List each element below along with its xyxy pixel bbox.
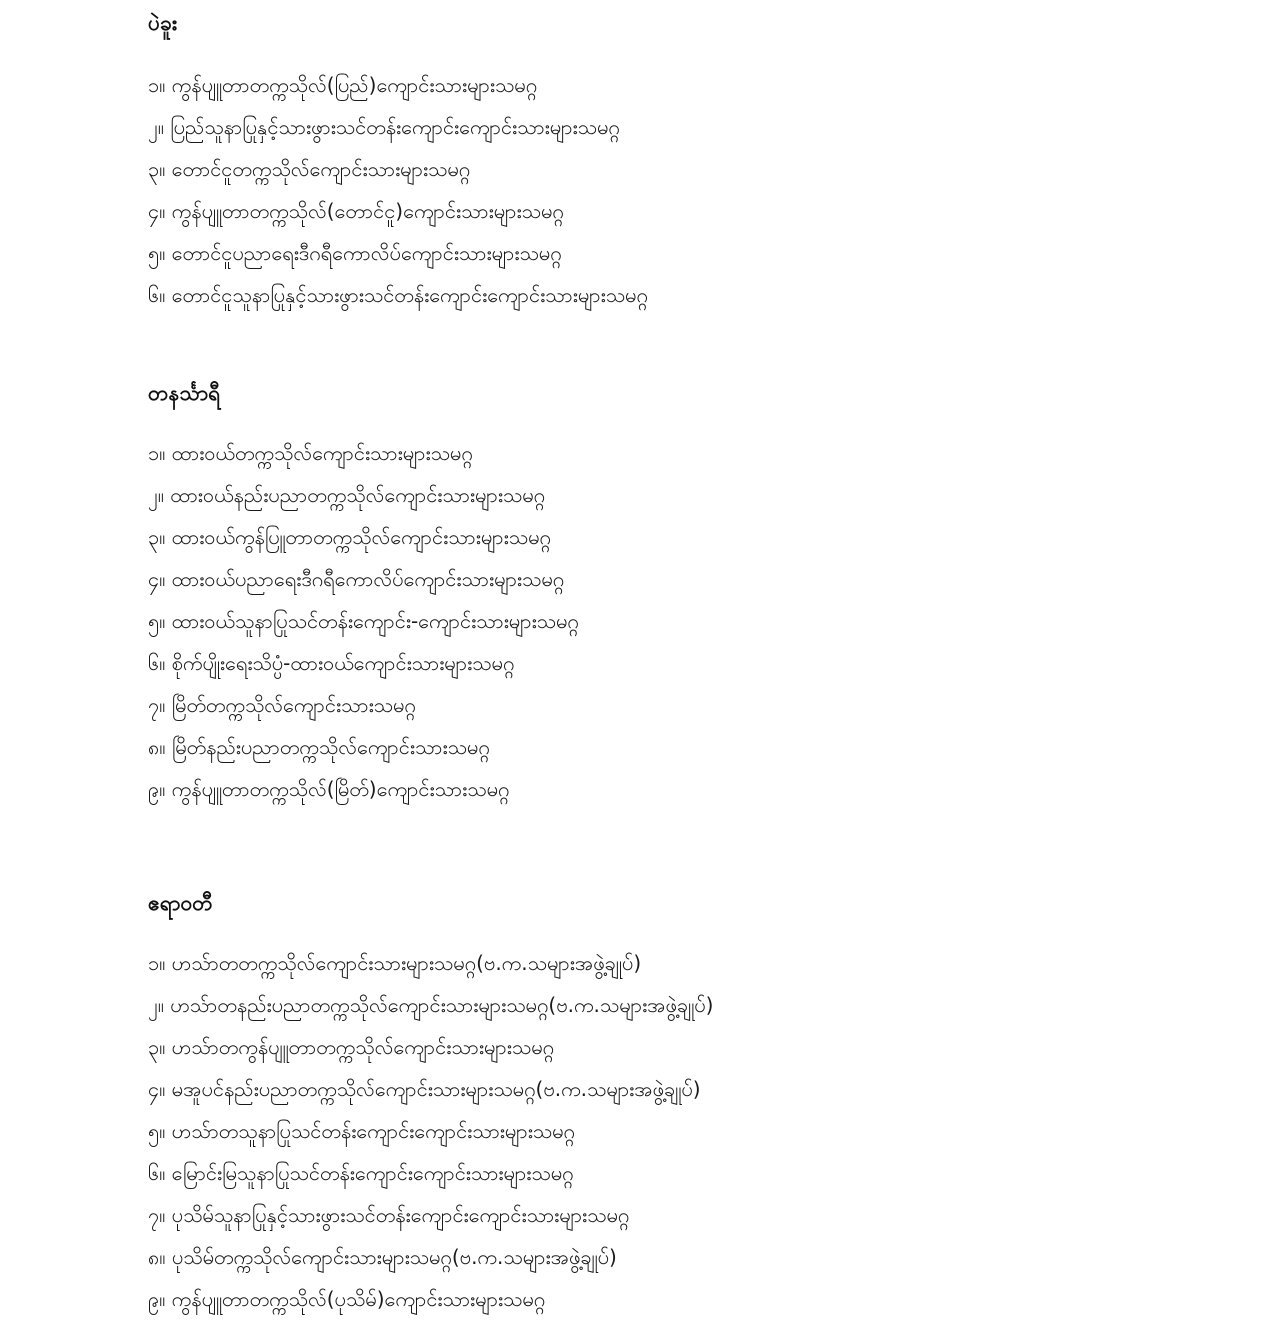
list-item: ၃။ ဟသ်ာတကွန်ပျူတာတက္ကသိုလ်ကျောင်းသားများသမဂ္ဂ: [148, 1035, 555, 1059]
list-item: ၆။ စိုက်ပျိုးရေးသိပ္ပံ-ထားဝယ်ကျောင်းသားများသမဂ္ဂ: [148, 651, 515, 675]
section-title: တနင်္သာရီ: [148, 381, 221, 405]
list-item: ၄။ မအူပင်နည်းပညာတက္ကသိုလ်ကျောင်းသားများသမဂ္ဂ(ဗ.က.သများအဖွဲ့ချုပ်): [148, 1077, 701, 1101]
list-item: ၅။ ဟသ်ာတသူနာပြုသင်တန်းကျောင်းကျောင်းသားများသမဂ္ဂ: [148, 1119, 575, 1143]
list-item: ၇။ မြိတ်တက္ကသိုလ်ကျောင်းသားသမဂ္ဂ: [148, 693, 416, 717]
list-item: ၅။ တောင်ငူပညာရေးဒီဂရီကောလိပ်ကျောင်းသားများသမဂ္ဂ: [148, 241, 562, 265]
section-ayeyarwady: [148, 888, 713, 1320]
list-item: ၇။ ပုသိမ်သူနာပြုနှင့်သားဖွားသင်တန်းကျောင်းကျောင်းသားများသမဂ္ဂ: [148, 1203, 630, 1227]
list-item: ၃။ ထားဝယ်ကွန်ပြူတာတက္ကသိုလ်ကျောင်းသားများသမဂ္ဂ: [148, 525, 551, 549]
list-item: ၁။ ဟသ်ာတတက္ကသိုလ်ကျောင်းသားများသမဂ္ဂ(ဗ.က.သများအဖွဲ့ချုပ်): [148, 951, 642, 975]
list-item: ၉။ ကွန်ပျူတာတက္ကသိုလ်(ပုသိမ်)ကျောင်းသားများသမဂ္ဂ: [148, 1287, 546, 1311]
list-item: ၁။ ထားဝယ်တက္ကသိုလ်ကျောင်းသားများသမဂ္ဂ: [148, 441, 473, 465]
union-list: [148, 64, 648, 316]
union-list: [148, 942, 713, 1320]
list-item: ၈။ ပုသိမ်တက္ကသိုလ်ကျောင်းသားများသမဂ္ဂ(ဗ.က.သများအဖွဲ့ချုပ်): [148, 1245, 617, 1269]
union-list: [148, 432, 579, 810]
list-item: ၁။ ကွန်ပျူတာတက္ကသိုလ်(ပြည်)ကျောင်းသားများသမဂ္ဂ: [148, 73, 538, 97]
section-bago: [148, 8, 648, 316]
list-item: ၂။ ထားဝယ်နည်းပညာတက္ကသိုလ်ကျောင်းသားများသမဂ္ဂ: [148, 483, 546, 507]
list-item: ၄။ ထားဝယ်ပညာရေးဒီဂရီကောလိပ်ကျောင်းသားများသမဂ္ဂ: [148, 567, 565, 591]
list-item: ၃။ တောင်ငူတက္ကသိုလ်ကျောင်းသားများသမဂ္ဂ: [148, 157, 471, 181]
list-item: ၆။ မြောင်းမြသူနာပြုသင်တန်းကျောင်းကျောင်းသားများသမဂ္ဂ: [148, 1161, 574, 1185]
list-item: ၂။ ဟသ်ာတနည်းပညာတက္ကသိုလ်ကျောင်းသားများသမဂ္ဂ(ဗ.က.သများအဖွဲ့ချုပ်): [148, 993, 714, 1017]
section-title: ဧရာဝတီ: [148, 891, 213, 915]
list-item: ၆။ တောင်ငူသူနာပြုနှင့်သားဖွားသင်တန်းကျောင်းကျောင်းသားများသမဂ္ဂ: [148, 283, 648, 307]
list-item: ၅။ ထားဝယ်သူနာပြုသင်တန်းကျောင်း-ကျောင်းသားများသမဂ္ဂ: [148, 609, 579, 633]
list-item: ၄။ ကွန်ပျူတာတက္ကသိုလ်(တောင်ငူ)ကျောင်းသားများသမဂ္ဂ: [148, 199, 564, 223]
section-title: ပဲခူး: [148, 11, 178, 35]
section-tanintharyi: [148, 378, 579, 810]
list-item: ၉။ ကွန်ပျူတာတက္ကသိုလ်(မြိတ်)ကျောင်းသားသမဂ္ဂ: [148, 777, 510, 801]
list-item: ၈။ မြိတ်နည်းပညာတက္ကသိုလ်ကျောင်းသားသမဂ္ဂ: [148, 735, 490, 759]
list-item: ၂။ ပြည်သူနာပြုနှင့်သားဖွားသင်တန်းကျောင်းကျောင်းသားများသမဂ္ဂ: [148, 115, 620, 139]
